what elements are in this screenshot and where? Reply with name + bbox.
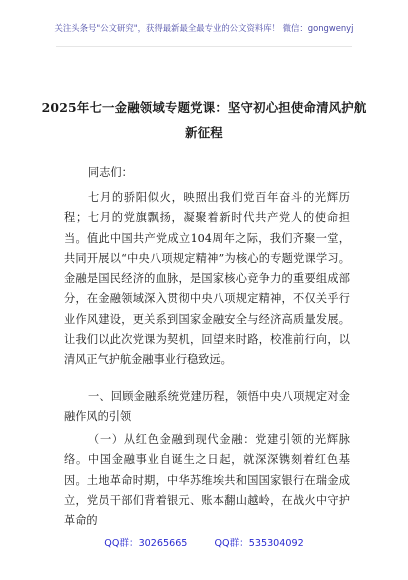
footer-contact (0, 535, 408, 549)
body-paragraph: 七月的骄阳似火，映照出我们党百年奋斗的光辉历程；七月的党旗飘扬，凝聚着新时代共产党人的使命担当。值此中国共产党成立104周年之际，我们齐聚一堂，共同开展以“中央八项规定精神”为核心的专题党课学习。金融是国民经济的血脉，是国家核心竞争力的重要组成部分，在金融领域深入贯彻中央八项规定精神，不仅关乎行业作风建设，更关系到国家金融安全与经济高质量发展。让我们以此次党课为契机，回望来时路，校准前行向，以清风正气护航金融事业行稳致远。 (64, 191, 350, 367)
footer-qq-group-1: QQ群：30265665 (104, 538, 188, 549)
header-banner: 关注头条号"公文研究"，获得最新最全最专业的公文资料库！ 微信：gongwenyj (54, 23, 354, 33)
greeting: 同志们： (88, 166, 133, 179)
subsection-paragraph: （一）从红色金融到现代金融：党建引领的光辉脉络。中国金融事业自诞生之日起，就深深镌刻着红色基因。土地革命时期，中华苏维埃共和国国家银行在瑞金成立，党员干部们背着银元、账本翻山越岭，在战火中守护革命的 (64, 433, 350, 528)
header-divider (56, 46, 352, 47)
footer-qq-group-2: QQ群：535304092 (214, 538, 304, 549)
document-title: 2025年七一金融领域专题党课：坚守初心担使命清风护航 (41, 100, 367, 115)
section-heading: 一、回顾金融系统党建历程，领悟中央八项规定对金融作风的引领 (64, 390, 350, 424)
document-title-continued: 新征程 (185, 125, 223, 140)
